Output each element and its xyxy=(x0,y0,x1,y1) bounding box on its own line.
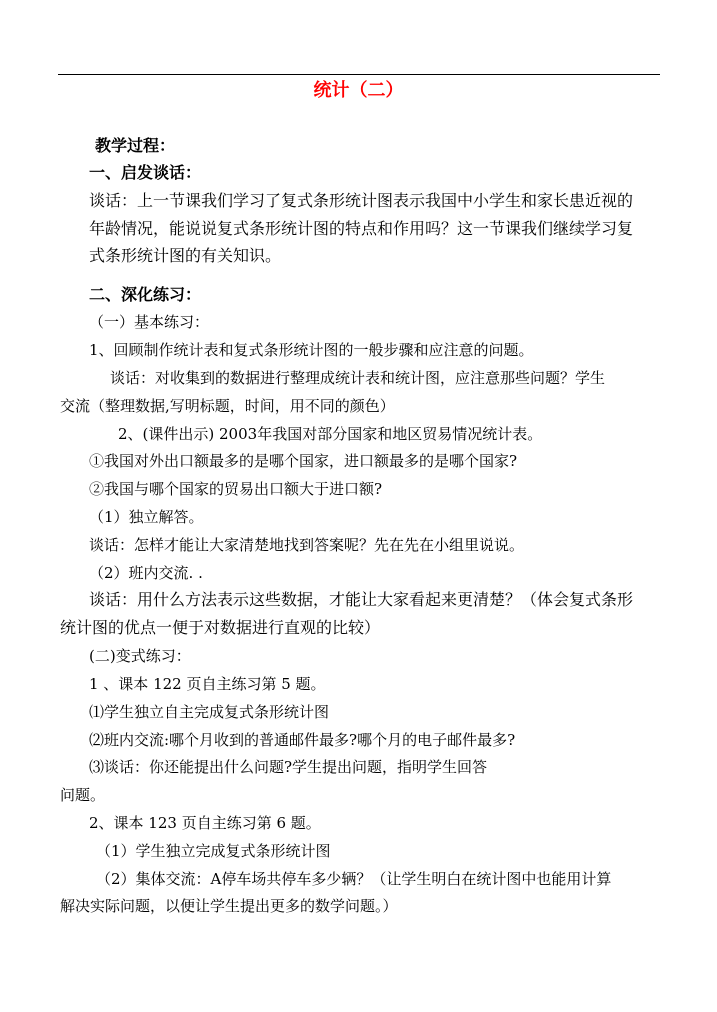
paragraph-line: 谈话：上一节课我们学习了复式条形统计图表示我国中小学生和家长患近视的 xyxy=(89,191,634,210)
paragraph-line: 2、(课件出示) 2003年我国对部分国家和地区贸易情况统计表。 xyxy=(118,425,543,443)
paragraph-line: 1 、课本 122 页自主练习第 5 题。 xyxy=(89,675,326,693)
question-item: ②我国与哪个国家的贸易出口额大于进口额? xyxy=(89,480,383,498)
question-item: ①我国对外出口额最多的是哪个国家，进口额最多的是哪个国家? xyxy=(89,452,518,470)
paragraph-line: （2）班内交流. . xyxy=(89,564,203,582)
paragraph-line: （2）集体交流：A停车场共停车多少辆？（让学生明白在统计图中也能用计算 xyxy=(96,870,612,888)
paragraph-line: （1）学生独立完成复式条形统计图 xyxy=(96,842,331,860)
paragraph-line: 谈话：怎样才能让大家清楚地找到答案呢？先在先在小组里说说。 xyxy=(89,536,525,554)
paragraph-line: 统计图的优点一便于对数据进行直观的比较） xyxy=(60,618,381,637)
section-heading: 二、深化练习： xyxy=(89,285,202,304)
paragraph-line: ⑶谈话：你还能提出什么问题?学生提出问题，指明学生回答 xyxy=(89,758,488,776)
paragraph-line: 问题。 xyxy=(60,786,106,804)
paragraph-line: ⑵班内交流:哪个月收到的普通邮件最多?哪个月的电子邮件最多? xyxy=(89,731,516,749)
paragraph-line: 年龄情况，能说说复式条形统计图的特点和作用吗？这一节课我们继续学习复 xyxy=(89,219,634,238)
subsection-heading: (二)变式练习： xyxy=(89,647,191,665)
paragraph-line: 式条形统计图的有关知识。 xyxy=(89,246,282,265)
paragraph-line: 交流（整理数据,写明标题，时间，用不同的颜色） xyxy=(60,397,395,415)
paragraph-line: 解决实际问题，以便让学生提出更多的数学问题。） xyxy=(60,897,398,915)
page-title: 统计（二） xyxy=(313,80,404,101)
paragraph-line: 1、回顾制作统计表和复式条形统计图的一般步骤和应注意的问题。 xyxy=(89,341,534,359)
section-heading: 教学过程： xyxy=(95,136,176,155)
paragraph-line: ⑴学生独立自主完成复式条形统计图 xyxy=(89,703,330,721)
paragraph-line: （1）独立解答。 xyxy=(89,508,204,526)
section-heading: 一、启发谈话： xyxy=(89,163,202,182)
header-rule xyxy=(58,74,660,75)
paragraph-line: 2、课本 123 页自主练习第 6 题。 xyxy=(89,814,321,832)
paragraph-line: 谈话：用什么方法表示这些数据，才能让大家看起来更清楚？（体会复式条形 xyxy=(89,590,634,609)
subsection-heading: （一）基本练习： xyxy=(89,313,210,331)
paragraph-line: 谈话：对收集到的数据进行整理成统计表和统计图，应注意那些问题？学生 xyxy=(110,369,606,387)
